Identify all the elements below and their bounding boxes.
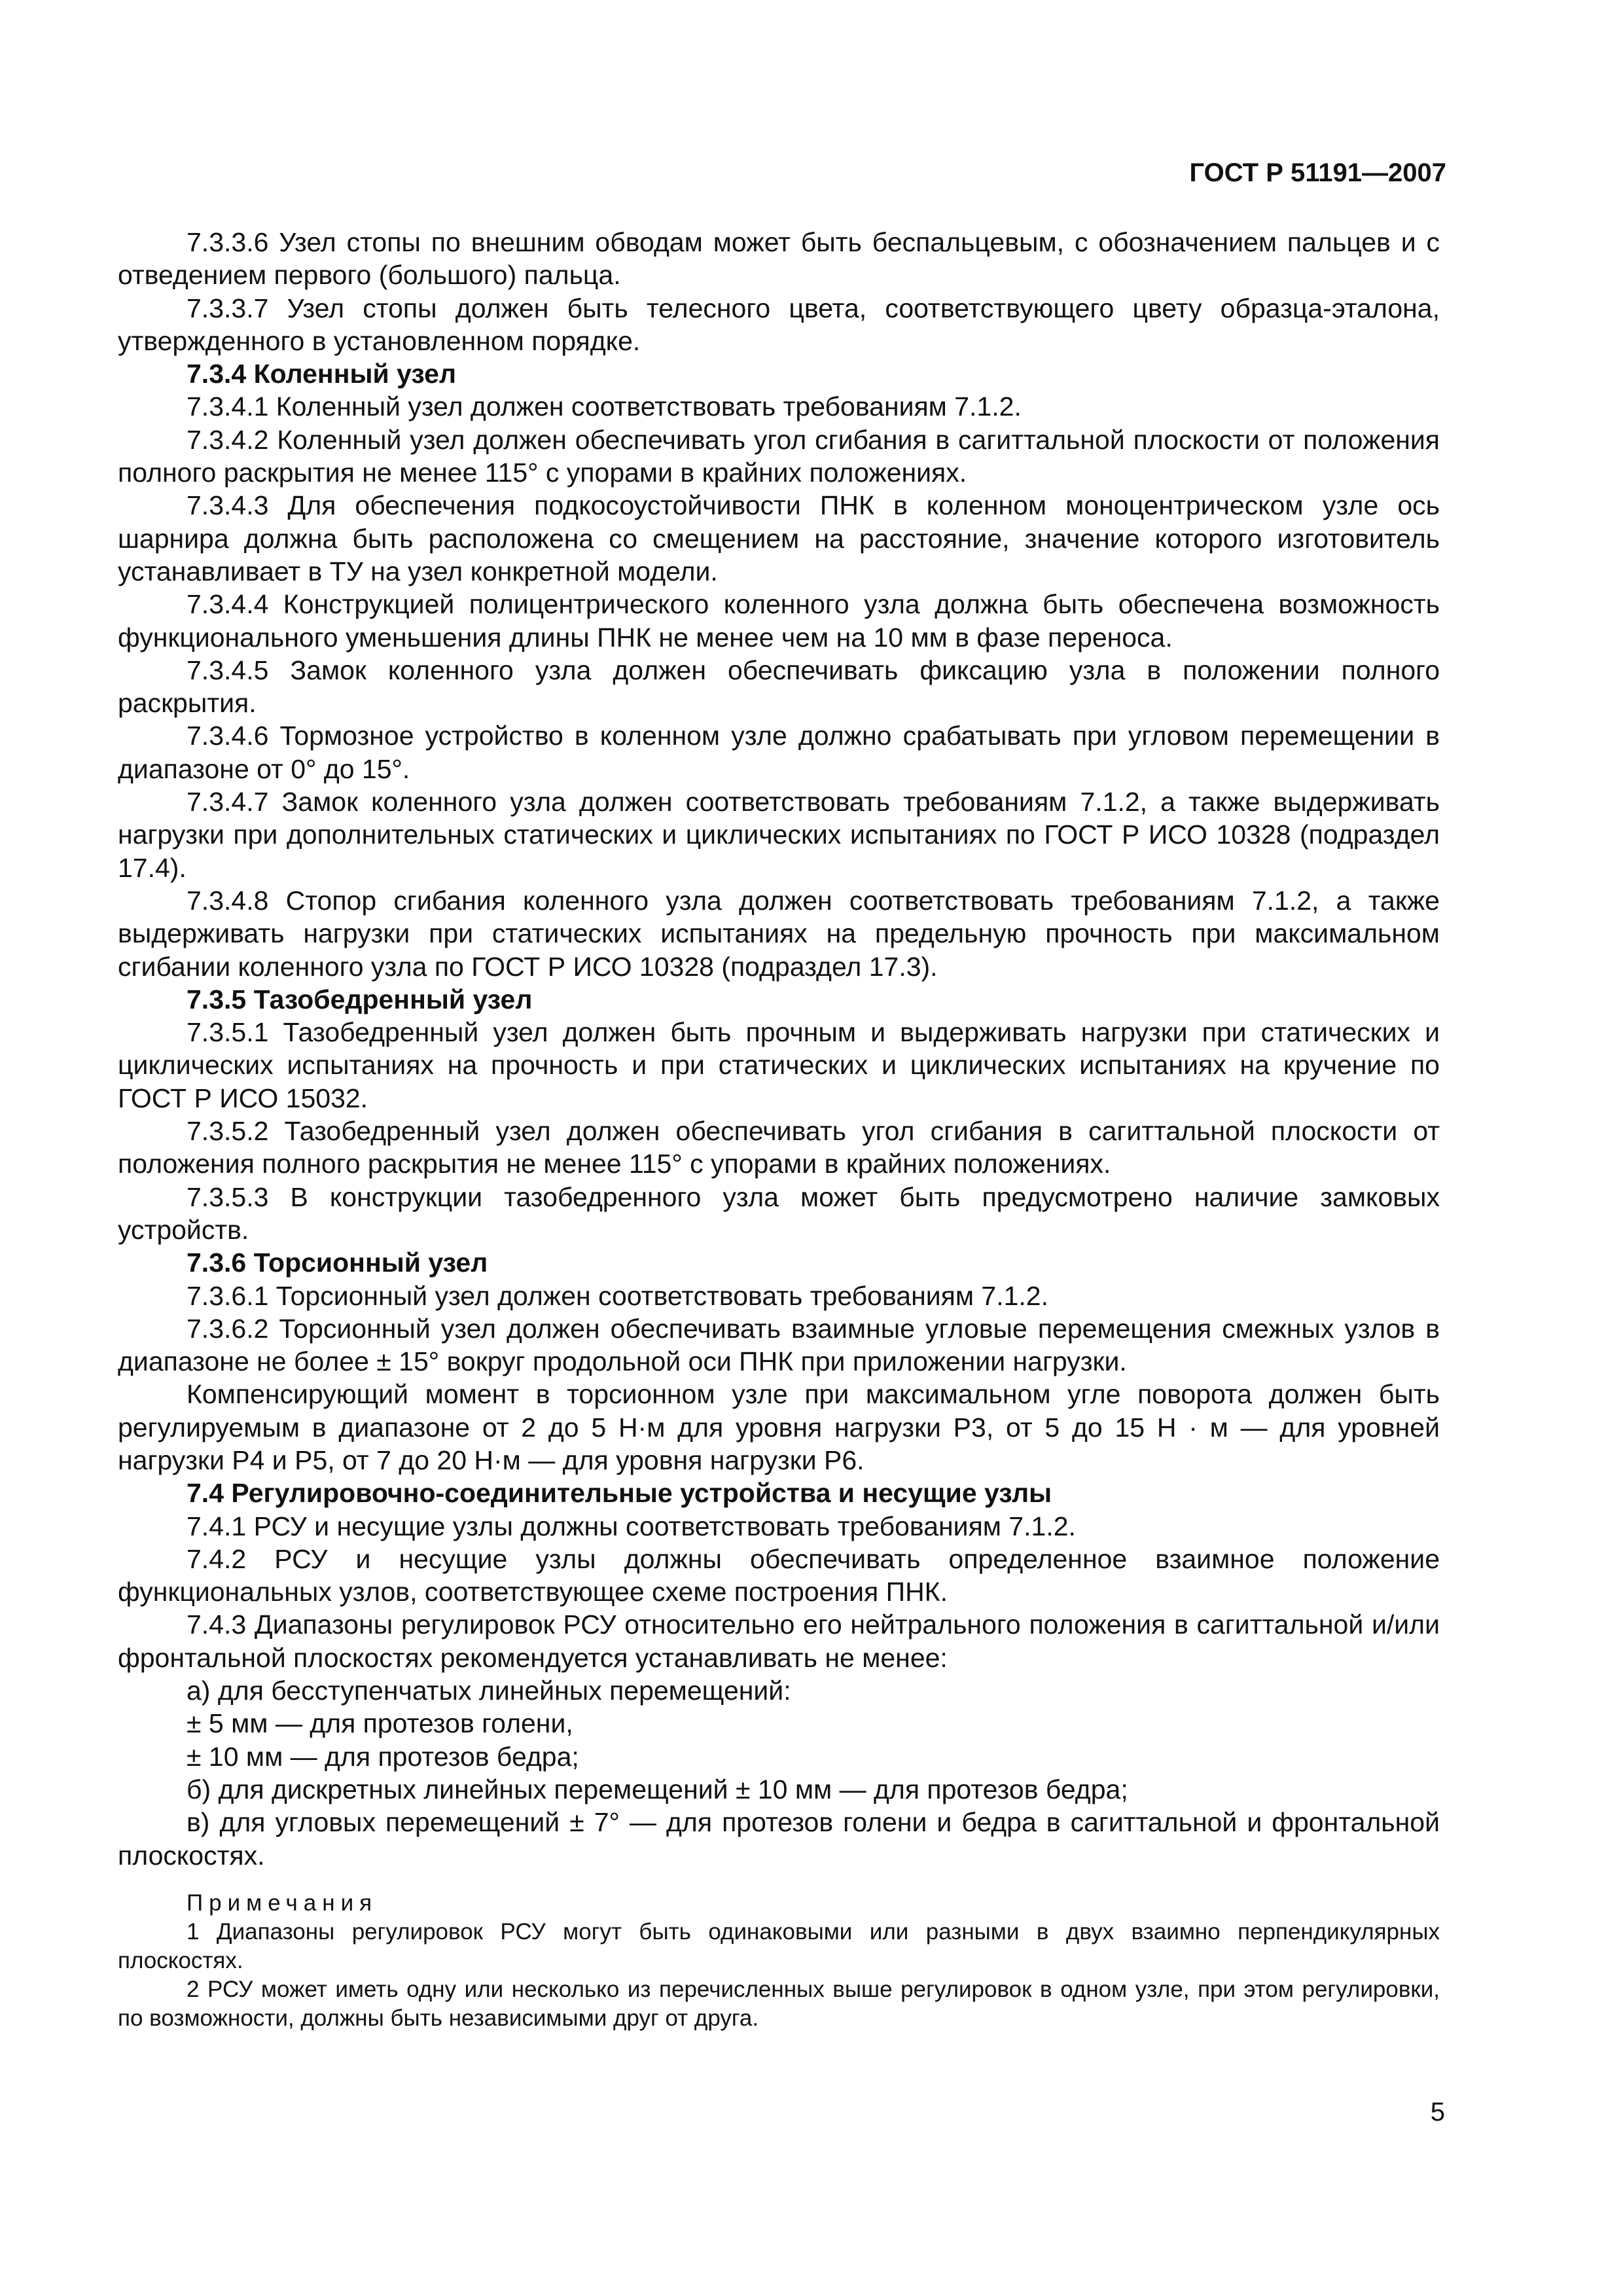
page-number: 5 — [1430, 2098, 1445, 2126]
note-item-1: 1 Диапазоны регулировок РСУ могут быть одинаковыми или разными в двух взаимно перпендикулярных плоскостях. — [118, 1918, 1440, 1973]
paragraph-7-4-1: 7.4.1 РСУ и несущие узлы должны соответствовать требованиям 7.1.2. — [187, 1511, 1076, 1541]
section-heading-7-3-5: 7.3.5 Тазобедренный узел — [187, 984, 533, 1014]
page-header: ГОСТ Р 51191—2007 — [1189, 158, 1446, 187]
paragraph-7-3-4-5: 7.3.4.5 Замок коленного узла должен обеспечивать фиксацию узла в положении полного раскрытия. — [118, 655, 1440, 719]
paragraph-7-3-4-8: 7.3.4.8 Стопор сгибания коленного узла должен соответствовать требованиям 7.1.2, а также выдерживать нагрузки при статических испытаниях на предельную прочность при максимальном сгибании коленного узла по ГОСТ Р ИСО 10328 (подраздел 17.3). — [118, 885, 1440, 982]
paragraph-7-3-4-7: 7.3.4.7 Замок коленного узла должен соответствовать требованиям 7.1.2, а также выдерживать нагрузки при дополнительных статических и циклических испытаниях по ГОСТ Р ИСО 10328 (подраздел 17.4). — [118, 787, 1440, 883]
paragraph-7-3-4-3: 7.3.4.3 Для обеспечения подкосоустойчивости ПНК в коленном моноцентрическом узле ось шарнира должна быть расположена со смещением на расстояние, значение которого изготовитель устанавливает в ТУ на узел конкретной модели. — [118, 490, 1440, 586]
list-item-shin: ± 5 мм — для протезов голени, — [187, 1708, 573, 1739]
paragraph-7-3-5-2: 7.3.5.2 Тазобедренный узел должен обеспечивать угол сгибания в сагиттальной плоскости от положения полного раскрытия не менее 115° с упорами в крайних положениях. — [118, 1116, 1440, 1179]
list-item-v: в) для угловых перемещений ± 7° — для протезов голени и бедра в сагиттальной и фронтальной плоскостях. — [118, 1807, 1440, 1871]
paragraph-7-3-4-6: 7.3.4.6 Тормозное устройство в коленном узле должно срабатывать при угловом перемещении в диапазоне от 0° до 15°. — [118, 721, 1440, 784]
note-item-2: 2 РСУ может иметь одну или несколько из перечисленных выше регулировок в одном узле, при этом регулировки, по возможности, должны быть независимыми друг от друга. — [118, 1976, 1440, 2031]
paragraph-compensating-moment: Компенсирующий момент в торсионном узле при максимальном угле поворота должен быть регулируемым в диапазоне от 2 до 5 Н·м для уровня нагрузки Р3, от 5 до 15 Н · м — для уровней нагрузки Р4 и Р5, от 7 до 20 Н·м — для уровня нагрузки Р6. — [118, 1379, 1440, 1475]
section-heading-7-3-6: 7.3.6 Торсионный узел — [187, 1247, 488, 1278]
paragraph-7-3-3-6: 7.3.3.6 Узел стопы по внешним обводам может быть беспальцевым, с обозначением пальцев и с отведением первого (большого) пальца. — [118, 227, 1440, 291]
paragraph-7-3-6-1: 7.3.6.1 Торсионный узел должен соответствовать требованиям 7.1.2. — [187, 1280, 1048, 1311]
list-item-a: а) для бесступенчатых линейных перемещений: — [187, 1676, 791, 1706]
list-item-b: б) для дискретных линейных перемещений ± 10 мм — для протезов бедра; — [187, 1774, 1128, 1804]
paragraph-7-3-3-7: 7.3.3.7 Узел стопы должен быть телесного цвета, соответствующего цвету образца-эталона, утвержденного в установленном порядке. — [118, 293, 1440, 356]
paragraph-7-4-3: 7.4.3 Диапазоны регулировок РСУ относительно его нейтрального положения в сагиттальной и/или фронтальной плоскостях рекомендуется устанавливать не менее: — [118, 1609, 1440, 1673]
document-body — [118, 226, 1440, 2033]
list-item-thigh: ± 10 мм — для протезов бедра; — [187, 1741, 579, 1772]
paragraph-7-3-6-2: 7.3.6.2 Торсионный узел должен обеспечивать взаимные угловые перемещения смежных узлов в диапазоне не более ± 15° вокруг продольной оси ПНК при приложении нагрузки. — [118, 1313, 1440, 1377]
paragraph-7-3-4-4: 7.3.4.4 Конструкцией полицентрического коленного узла должна быть обеспечена возможность функционального уменьшения длины ПНК не менее чем на 10 мм в фазе переноса. — [118, 589, 1440, 653]
paragraph-7-3-5-3: 7.3.5.3 В конструкции тазобедренного узла может быть предусмотрено наличие замковых устройств. — [118, 1181, 1440, 1245]
paragraph-7-3-5-1: 7.3.5.1 Тазобедренный узел должен быть прочным и выдерживать нагрузки при статических и циклических испытаниях на прочность и при статических и циклических испытаниях на кручение по ГОСТ Р ИСО 15032. — [118, 1017, 1440, 1113]
paragraph-7-3-4-1: 7.3.4.1 Коленный узел должен соответствовать требованиям 7.1.2. — [187, 391, 1022, 422]
paragraph-7-4-2: 7.4.2 РСУ и несущие узлы должны обеспечивать определенное взаимное положение функциональных узлов, соответствующее схеме построения ПНК. — [118, 1543, 1440, 1607]
notes-title: Примечания — [187, 1890, 378, 1916]
paragraph-7-3-4-2: 7.3.4.2 Коленный узел должен обеспечивать угол сгибания в сагиттальной плоскости от положения полного раскрытия не менее 115° с упорами в крайних положениях. — [118, 424, 1440, 488]
section-heading-7-3-4: 7.3.4 Коленный узел — [187, 359, 457, 389]
section-heading-7-4: 7.4 Регулировочно-соединительные устройства и несущие узлы — [187, 1478, 1052, 1509]
